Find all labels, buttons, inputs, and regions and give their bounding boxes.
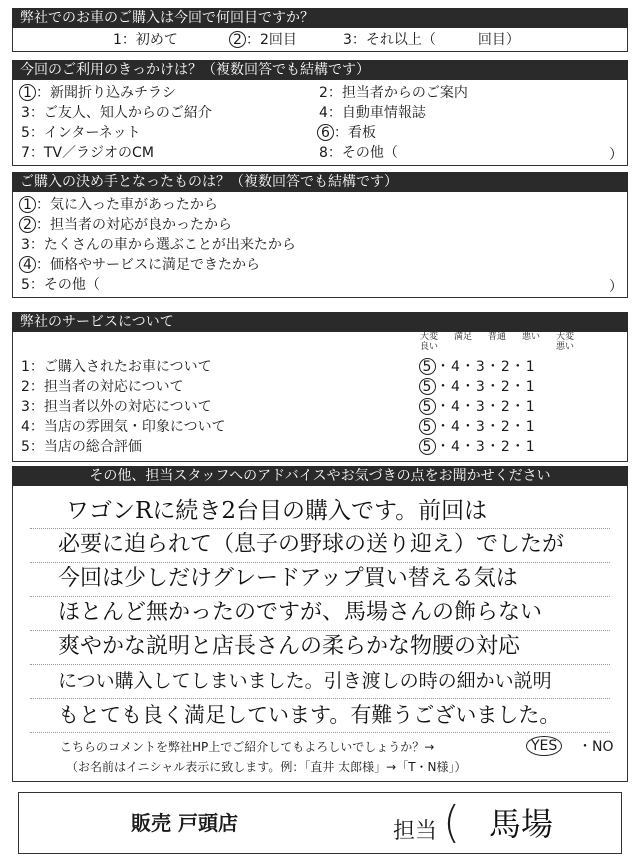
comment-line-6: につい購入してしまいました。引き渡しの時の細かい説明	[58, 670, 552, 692]
ruled-line	[30, 732, 610, 733]
ruled-line	[30, 664, 610, 665]
trigger-item-1[interactable]	[21, 84, 176, 102]
ruled-line	[30, 698, 610, 699]
item-label: ：価格やサービスに満足できたから	[36, 257, 260, 273]
service-item-3: 3：担当者以外の対応について	[21, 399, 212, 415]
close-paren: ）	[609, 279, 623, 295]
item-label: ：自動車情報誌	[327, 105, 426, 121]
comment-line-5: 爽やかな説明と店長さんの柔らかな物腰の対応	[58, 634, 521, 659]
deciding-item-2[interactable]	[21, 216, 232, 234]
circle-mark: 2	[19, 216, 36, 233]
rating-row-4[interactable]	[421, 418, 536, 436]
circle-mark: 1	[19, 84, 36, 101]
item-label: ：インターネット	[29, 125, 141, 141]
comment-line-2: 必要に迫られて（息子の野球の送り迎え）でしたが	[58, 532, 565, 557]
scale-label-5: 大変良い	[419, 332, 438, 352]
store-name: 販売 戸頭店	[131, 811, 238, 835]
deciding-item-1[interactable]	[21, 196, 218, 214]
item-label: ：TV／ラジオのCM	[29, 145, 154, 161]
item-label: ：その他（	[327, 145, 398, 161]
scale-label-3: 普通	[487, 332, 506, 342]
circle-mark: 5	[419, 418, 436, 435]
service-item-4: 4：当店の雰囲気・印象について	[21, 419, 226, 435]
purchase-count-option-1[interactable]: 1：初めて	[113, 32, 178, 48]
option-label: ：2回目	[246, 32, 297, 48]
scale-label-1: 大変悪い	[555, 332, 574, 352]
item-num: 3	[21, 105, 30, 121]
ruled-line	[30, 528, 610, 529]
rating-row-3[interactable]	[421, 398, 536, 416]
section4-header: 弊社のサービスについて	[12, 312, 628, 332]
ruled-line	[30, 596, 610, 597]
rating-options: ・4・3・2・1	[436, 419, 536, 435]
comment-line-4: ほとんど無かったのですが、馬場さんの飾らない	[58, 600, 543, 625]
section5-header: その他、担当スタッフへのアドバイスやお気づきの点をお聞かせください	[12, 466, 628, 486]
item-num: 2	[319, 85, 328, 101]
deciding-item-4[interactable]	[21, 256, 260, 274]
circle-mark: 6	[317, 124, 334, 141]
close-paren: ）	[609, 147, 623, 163]
yes-circle: YES	[526, 736, 562, 756]
service-item-1: 1：ご購入されたお車について	[21, 359, 212, 375]
item-label: ：新聞折り込みチラシ	[36, 85, 176, 101]
circle-mark: 5	[419, 358, 436, 375]
section2-box	[12, 80, 628, 166]
comment-line-1: ワゴンRに続き2台目の購入です。前回は	[66, 498, 488, 524]
staff-label: 担当	[393, 819, 438, 844]
item-num: 4	[319, 105, 328, 121]
rating-options: ・4・3・2・1	[436, 359, 536, 375]
trigger-item-2[interactable]	[319, 84, 468, 102]
rating-options: ・4・3・2・1	[436, 399, 536, 415]
deciding-item-3[interactable]	[21, 236, 296, 254]
section3-box	[12, 192, 628, 298]
trigger-item-8[interactable]	[319, 144, 398, 162]
item-num: 5	[21, 277, 30, 293]
item-num: 3	[21, 237, 30, 253]
service-item-2: 2：担当者の対応について	[21, 379, 184, 395]
scale-label-4: 満足	[453, 332, 472, 342]
trigger-item-7[interactable]	[21, 144, 154, 162]
purchase-count-option-3[interactable]: 3：それ以上（ 回目）	[343, 32, 520, 48]
rating-options: ・4・3・2・1	[436, 379, 536, 395]
item-label: ：その他（	[29, 277, 100, 293]
section1-box	[12, 28, 628, 52]
ruled-line	[30, 630, 610, 631]
rating-row-1[interactable]	[421, 358, 536, 376]
scale-label-2: 悪い	[521, 332, 540, 342]
section3-header: ご購入の決め手となったものは？（複数回答でも結構です）	[12, 172, 628, 192]
purchase-count-option-2[interactable]	[231, 31, 297, 49]
section2-header: 今回のご利用のきっかけは？（複数回答でも結構です）	[12, 60, 628, 80]
item-num: 7	[21, 145, 30, 161]
circle-mark: 1	[19, 196, 36, 213]
item-label: ：看板	[334, 125, 376, 141]
consent-no-option[interactable]: ・NO	[578, 739, 614, 755]
section4-box	[12, 332, 628, 462]
rating-row-5[interactable]	[421, 438, 536, 456]
item-label: ：担当者からのご案内	[327, 85, 468, 101]
section1-header: 弊社でのお車のご購入は今回で何回目ですか？	[12, 8, 628, 28]
service-item-5: 5：当店の総合評価	[21, 439, 142, 455]
deciding-item-5[interactable]	[21, 276, 100, 294]
trigger-item-4[interactable]	[319, 104, 426, 122]
comment-line-7: もとても良く満足しています。有難うございました。	[58, 703, 561, 727]
item-num: 5	[21, 125, 30, 141]
comment-line-3: 今回は少しだけグレードアップ買い替える気は	[58, 566, 518, 591]
item-label: ：ご友人、知人からのご紹介	[29, 105, 212, 121]
rating-row-2[interactable]	[421, 378, 536, 396]
circle-mark: 5	[419, 378, 436, 395]
consent-yes-option[interactable]	[526, 736, 562, 756]
open-paren: (	[443, 797, 461, 848]
trigger-item-6[interactable]	[319, 124, 376, 142]
item-label: ：担当者の対応が良かったから	[36, 217, 232, 233]
trigger-item-3[interactable]	[21, 104, 212, 122]
item-label: ：たくさんの車から選ぶことが出来たから	[29, 237, 296, 253]
rating-options: ・4・3・2・1	[436, 439, 536, 455]
staff-name: 馬場	[489, 805, 554, 843]
circle-mark: 4	[19, 256, 36, 273]
consent-question: こちらのコメントを弊社HP上でご紹介してもよろしいでしょうか？→	[60, 740, 435, 754]
trigger-item-5[interactable]	[21, 124, 141, 142]
circle-mark: 5	[419, 438, 436, 455]
item-label: ：気に入った車があったから	[36, 197, 218, 213]
ruled-line	[30, 562, 610, 563]
footer-box	[18, 792, 622, 854]
circle-mark: 2	[229, 31, 246, 48]
circle-mark: 5	[419, 398, 436, 415]
item-num: 8	[319, 145, 328, 161]
consent-note: （お名前はイニシャル表示に致します。例：「直井 太郎様」→「T・N様」）	[66, 760, 467, 774]
